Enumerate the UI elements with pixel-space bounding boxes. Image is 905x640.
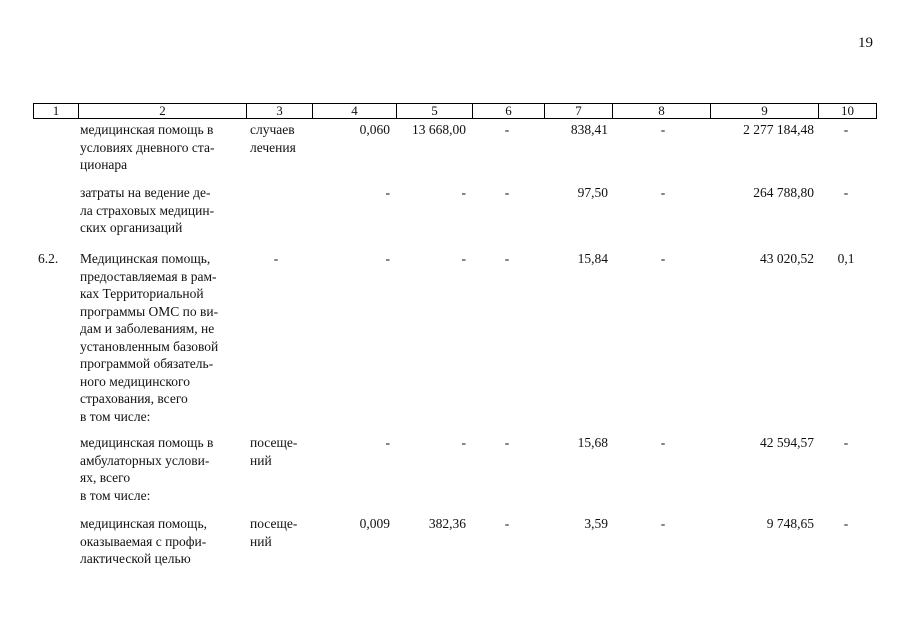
header-col-6: 6 <box>473 104 545 119</box>
cell-col9: 9 748,65 <box>766 516 814 531</box>
cell-col10: - <box>843 122 849 137</box>
cell-col9: 43 020,52 <box>760 251 814 266</box>
description-line: программой обязатель- <box>80 356 214 371</box>
row-number: 6.2. <box>38 251 59 266</box>
row-unit <box>250 434 310 469</box>
cell-col7: 15,68 <box>577 435 608 450</box>
cell-col5: 382,36 <box>428 516 466 531</box>
unit-line: лечения <box>250 139 296 155</box>
row-description <box>80 121 238 174</box>
row-description <box>80 434 238 504</box>
description-line: медицинская помощь, <box>80 516 207 531</box>
cell-col8: - <box>660 251 666 266</box>
description-line: оказываемая с профи- <box>80 533 207 549</box>
header-col-1: 1 <box>34 104 79 119</box>
description-line: ских организаций <box>80 220 183 235</box>
description-line: дам и заболеваниям, не <box>80 321 215 336</box>
cell-col4: 0,009 <box>359 516 390 531</box>
description-line: в том числе: <box>80 487 151 503</box>
header-col-9: 9 <box>711 104 819 119</box>
cell-col7: 3,59 <box>584 516 608 531</box>
cell-col9: 42 594,57 <box>760 435 814 450</box>
header-col-3: 3 <box>247 104 313 119</box>
unit-line: ний <box>250 452 272 468</box>
cell-col8: - <box>660 516 666 531</box>
column-number-header <box>33 103 877 119</box>
cell-col5: - <box>461 251 466 266</box>
description-line: ного медицинского <box>80 373 190 389</box>
row-description <box>80 515 238 568</box>
cell-col9: 2 277 184,48 <box>743 122 814 137</box>
cell-col8: - <box>660 122 666 137</box>
header-col-7: 7 <box>545 104 613 119</box>
description-line: ках Территориальной <box>80 286 204 301</box>
unit-line: случаев <box>250 122 295 137</box>
header-col-2: 2 <box>79 104 247 119</box>
description-line: предоставляемая в рам- <box>80 268 217 284</box>
header-col-10: 10 <box>819 104 877 119</box>
cell-col7: 97,50 <box>577 185 608 200</box>
cell-col5: 13 668,00 <box>412 122 466 137</box>
description-line: лактической целью <box>80 551 191 566</box>
cell-col4: - <box>385 251 390 266</box>
row-unit <box>250 121 310 156</box>
cell-col10: - <box>843 435 849 450</box>
cell-col4: - <box>385 185 390 200</box>
cell-col8: - <box>660 185 666 200</box>
cell-col6: - <box>504 435 510 450</box>
cell-col9: 264 788,80 <box>753 185 814 200</box>
cell-col10: - <box>843 185 849 200</box>
cell-col6: - <box>504 122 510 137</box>
unit-line: ний <box>250 533 272 549</box>
cell-col5: - <box>461 435 466 450</box>
description-line: установленным базовой <box>80 338 219 354</box>
unit-line: посеще- <box>250 435 298 450</box>
description-line: программы ОМС по ви- <box>80 303 219 319</box>
description-line: ционара <box>80 157 128 172</box>
description-line: в том числе: <box>80 408 151 424</box>
header-col-5: 5 <box>397 104 473 119</box>
description-line: амбулаторных услови- <box>80 452 210 468</box>
cell-col6: - <box>504 251 510 266</box>
row-unit <box>250 250 302 268</box>
cell-col7: 15,84 <box>577 251 608 266</box>
cell-col10: 0,1 <box>837 251 855 266</box>
unit-line: - <box>273 251 279 266</box>
cell-col4: 0,060 <box>359 122 390 137</box>
row-description <box>80 250 238 425</box>
description-line: Медицинская помощь, <box>80 251 211 266</box>
cell-col4: - <box>385 435 390 450</box>
unit-line: посеще- <box>250 516 298 531</box>
cell-col6: - <box>504 185 510 200</box>
cell-col6: - <box>504 516 510 531</box>
row-description <box>80 184 238 237</box>
cell-col5: - <box>461 185 466 200</box>
header-col-8: 8 <box>613 104 711 119</box>
page-number: 19 <box>858 35 873 51</box>
description-line: медицинская помощь в <box>80 122 214 137</box>
row-unit <box>250 515 310 550</box>
description-line: затраты на ведение де- <box>80 185 211 200</box>
header-col-4: 4 <box>313 104 397 119</box>
description-line: ла страховых медицин- <box>80 202 215 218</box>
cell-col10: - <box>843 516 849 531</box>
description-line: медицинская помощь в <box>80 435 214 450</box>
cell-col8: - <box>660 435 666 450</box>
description-line: страхования, всего <box>80 391 188 406</box>
description-line: ях, всего <box>80 470 131 485</box>
cell-col7: 838,41 <box>570 122 608 137</box>
description-line: условиях дневного ста- <box>80 139 215 155</box>
